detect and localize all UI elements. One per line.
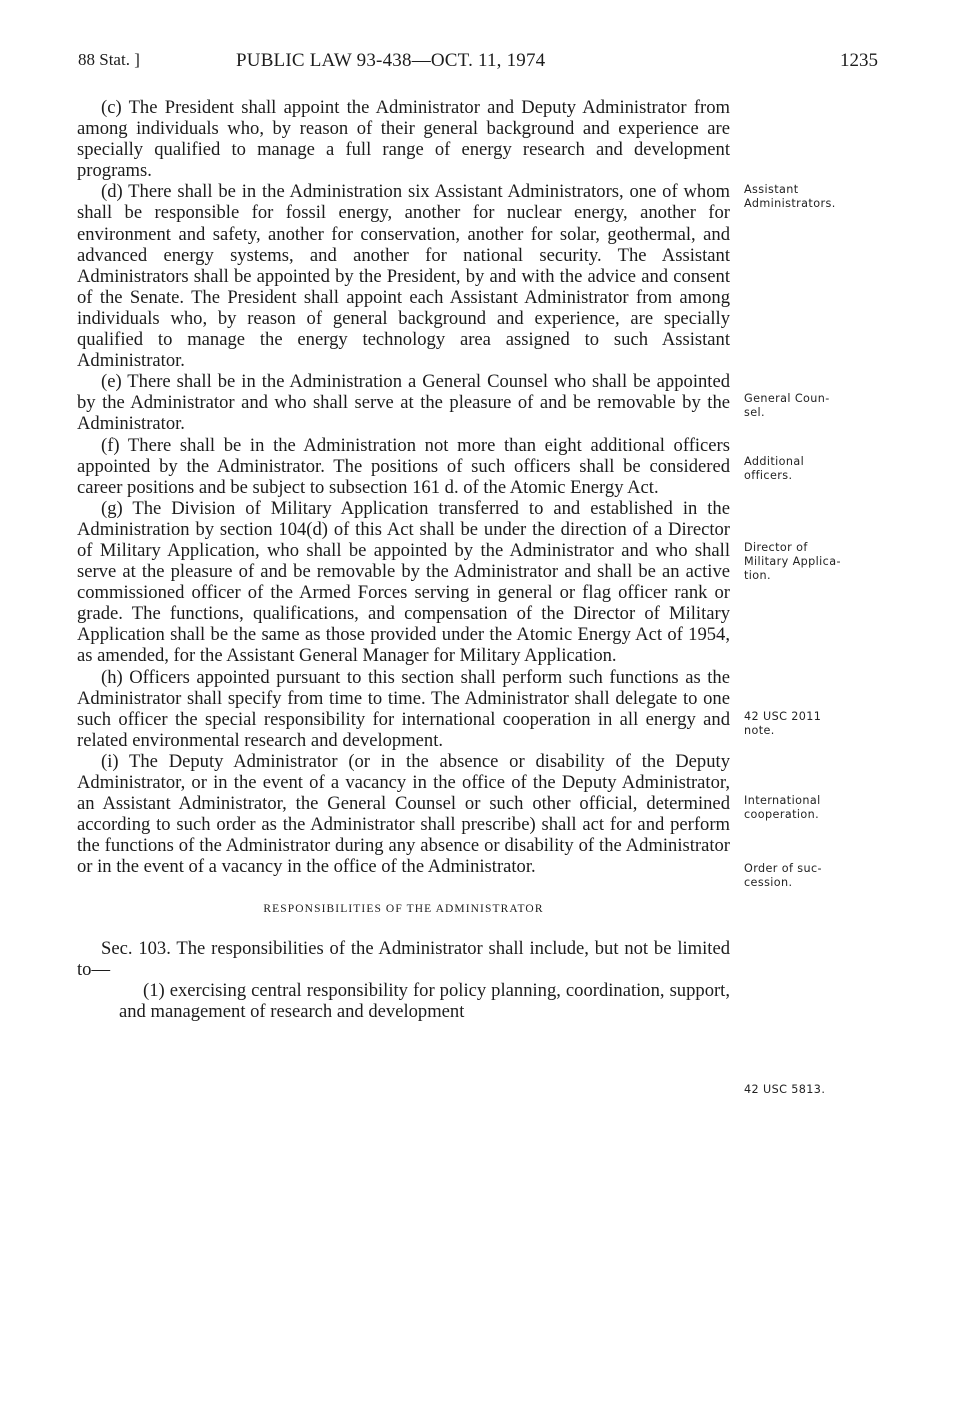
paragraph-i: (i) The Deputy Administrator (or in the absence or disability of the Deputy Administrator, or in the event of a vacancy in the office of the Deputy Administrator, an Assistant Administrator, the General Counsel or such other official, determined according to such order as the Administrator shall prescribe) shall act for and perform the functions of the Administrator during any absence or disability of the Administrator or in the event of a vacancy in the office of the Administrator.	[77, 750, 730, 878]
section-103-intro: Sec. 103. The responsibilities of the Administrator shall include, but not be limited to—	[77, 937, 730, 980]
main-text	[77, 97, 730, 1022]
margin-note-usc-2011: 42 USC 2011 note.	[744, 710, 822, 737]
statute-reference: 88 Stat. ]	[78, 50, 140, 69]
public-law-title: PUBLIC LAW 93-438—OCT. 11, 1974	[236, 50, 546, 71]
margin-note-international-cooperation: International cooperation.	[744, 794, 821, 821]
section-heading: RESPONSIBILITIES OF THE ADMINISTRATOR	[263, 903, 544, 916]
paragraph-d: (d) There shall be in the Administration six Assistant Administrators, one of whom shall be responsible for fossil energy, another for nuclear energy, another for environment and safety, another for conservation, another for solar, geothermal, and advanced energy systems, and another for national security. The Assistant Administrators shall be appointed by the President, by and with the advice and consent of the Senate. The President shall appoint each Assistant Administrator from among individuals who, by reason of general background and experience, are specially qualified to manage the energy technology area assigned to such Assistant Administrator.	[77, 181, 730, 372]
margin-note-assistant-administrators: Assistant Administrators.	[744, 183, 836, 210]
margin-note-order-of-succession: Order of suc- cession.	[744, 862, 822, 889]
paragraph-g: (g) The Division of Military Application transferred to and established in the Administration by section 104(d) of this Act shall be under the direction of a Director of Military Application, who shall be appointed by the Administrator and who shall serve at the pleasure of and be removable by the Administrator and shall be an active commissioned officer of the Armed Forces serving in general or flag officer rank or grade. The functions, qualifications, and compensation of the Director of Military Application shall be the same as those provided under the Atomic Energy Act of 1954, as amended, for the Assistant General Manager for Military Application.	[77, 497, 730, 667]
margin-note-director-military-application: Director of Military Applica- tion.	[744, 541, 841, 582]
paragraph-c: (c) The President shall appoint the Administrator and Deputy Administrator from among individuals who, by reason of their general background and experience are specially qualified to manage a full range of energy research and development programs.	[77, 97, 730, 182]
margin-note-usc-5813: 42 USC 5813.	[744, 1083, 826, 1096]
section-103-item-1: (1) exercising central responsibility for policy planning, coordination, support, and management of research and development	[119, 979, 730, 1022]
paragraph-h: (h) Officers appointed pursuant to this section shall perform such functions as the Administrator shall specify from time to time. The Administrator shall delegate to one such officer the special responsibility for international cooperation in all energy and related environmental research and development.	[77, 666, 730, 751]
page-header	[78, 50, 878, 80]
page-number: 1235	[840, 50, 878, 71]
margin-note-general-counsel: General Coun- sel.	[744, 392, 830, 419]
paragraph-e: (e) There shall be in the Administration a General Counsel who shall be appointed by the Administrator and who shall serve at the pleasure of and be removable by the Administrator.	[77, 371, 730, 435]
paragraph-f: (f) There shall be in the Administration not more than eight additional officers appointed by the Administrator. The positions of such officers shall be considered career positions and be subject to subsection 161 d. of the Atomic Energy Act.	[77, 434, 730, 498]
margin-note-additional-officers: Additional officers.	[744, 455, 805, 482]
